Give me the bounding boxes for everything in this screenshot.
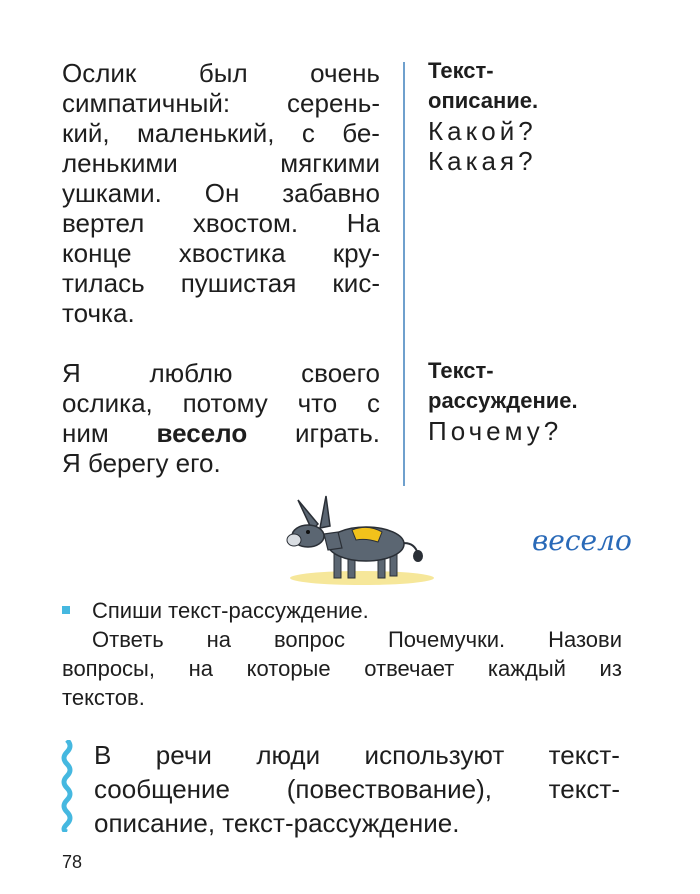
description-text (62, 58, 380, 328)
donkey-tail-tuft (413, 550, 423, 562)
text-line: точка. (62, 298, 135, 328)
donkey-saddle (352, 527, 382, 542)
rule-line: сообщение (повествование), текст- (94, 774, 620, 804)
donkey-leg (334, 554, 341, 578)
rule-line: описание, текст-рассуждение. (94, 808, 460, 838)
text-line: ушками. Он забавно (62, 178, 380, 208)
column-divider (403, 62, 405, 486)
task-line: текстов. (62, 685, 145, 710)
donkey-eye (306, 530, 310, 534)
text-line: ним весело играть. (62, 418, 380, 448)
task-line: Спиши текст-рассуждение. (92, 598, 369, 623)
text-line: ослика, потому что с (62, 388, 380, 418)
text-type-description: Текст- описание. Какой? Какая? (428, 58, 539, 176)
rule-line: В речи люди используют текст- (94, 740, 620, 770)
reasoning-text (62, 358, 380, 478)
donkey-illustration (268, 494, 448, 590)
rule-text (94, 738, 620, 840)
text-line: Ослик был очень (62, 58, 380, 88)
task-line: вопросы, на которые отвечает каждый из (62, 656, 622, 681)
vocabulary-word: весело (532, 524, 632, 557)
text-line: симпатичный: серень- (62, 88, 380, 118)
text-type-reasoning: Текст- рассуждение. Почему? (428, 358, 578, 446)
ground-shadow (290, 571, 434, 585)
text-line: ленькими мягкими (62, 148, 380, 178)
text-line: вертел хвостом. На (62, 208, 380, 238)
rule-wave-marker (60, 740, 74, 832)
donkey-muzzle (287, 534, 301, 546)
text-line: конце хвостика кру- (62, 238, 380, 268)
highlighted-word: весело (156, 418, 248, 448)
page-number: 78 (62, 852, 83, 872)
task-line: Ответь на вопрос Почемучки. Назови (92, 627, 622, 652)
donkey-ear (320, 496, 330, 528)
text-line: Я берегу его. (62, 448, 221, 478)
text-line: Я люблю своего (62, 358, 380, 388)
text-line: кий, маленький, с бе- (62, 118, 380, 148)
task-text (62, 596, 622, 712)
text-line: тилась пушистая кис- (62, 268, 380, 298)
